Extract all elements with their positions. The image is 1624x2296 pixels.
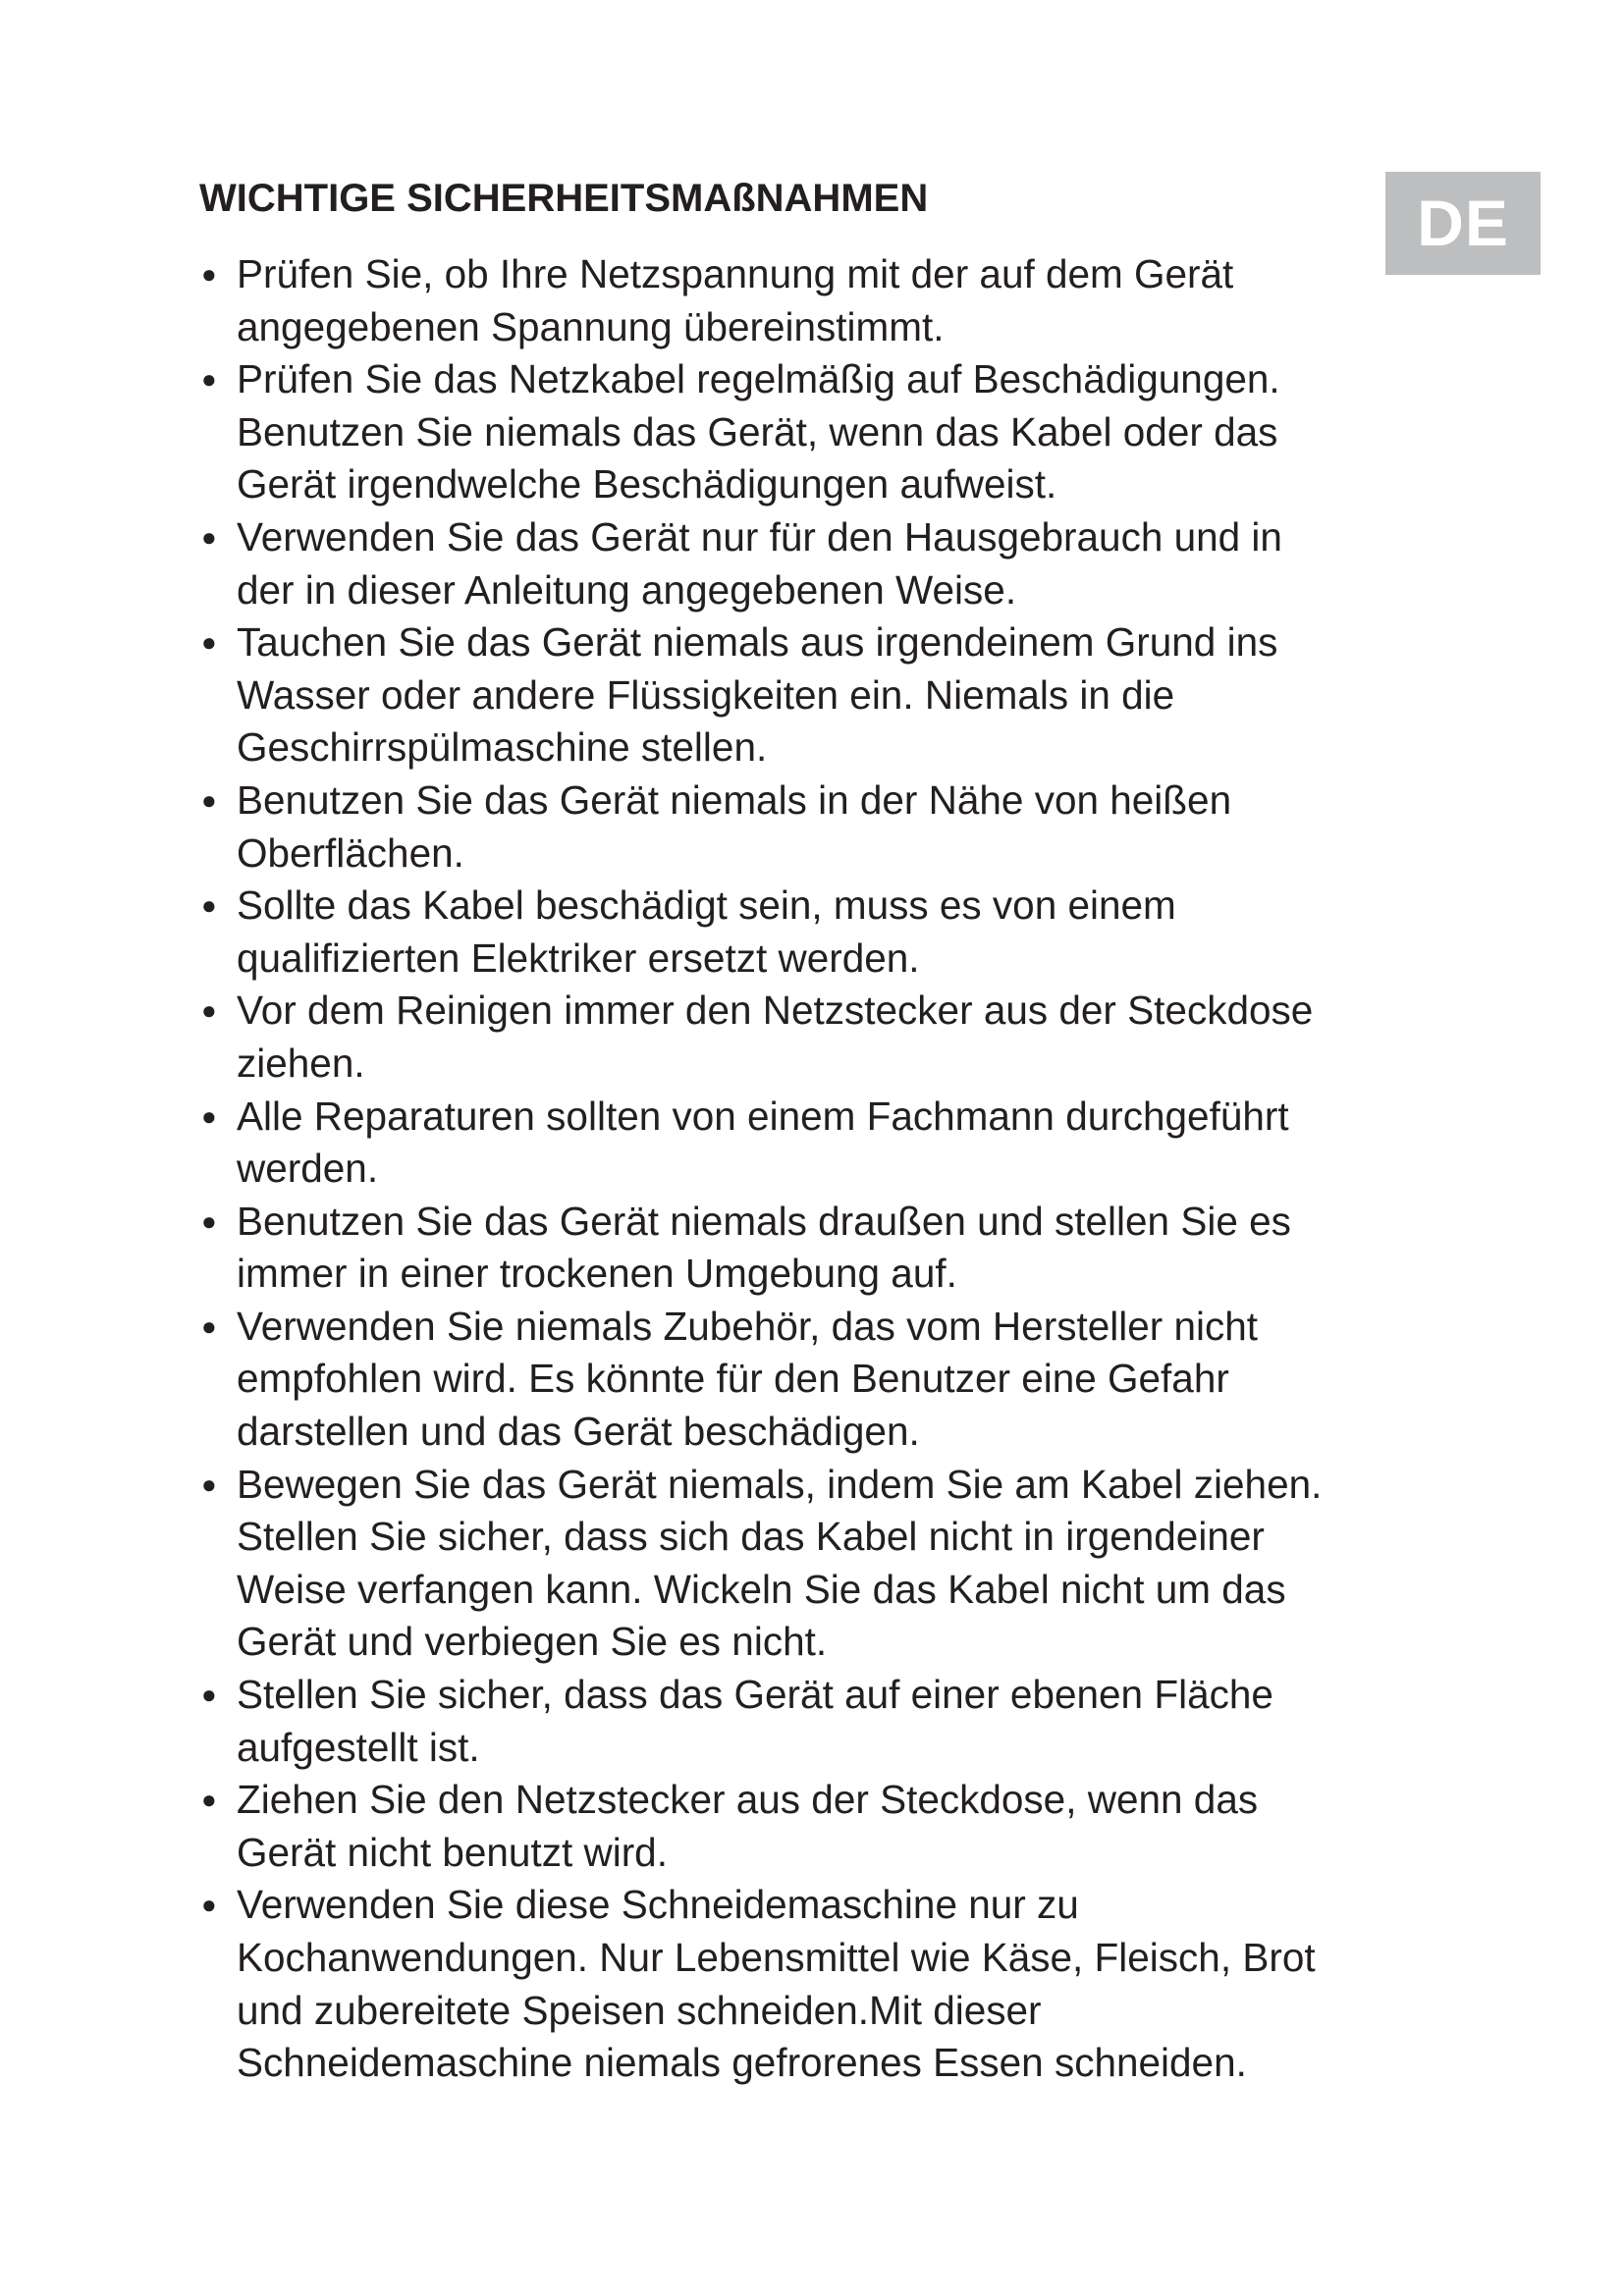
instruction-text-line: Kochanwendungen. Nur Lebensmittel wie Käse, Fleisch, Brot bbox=[237, 1935, 1316, 1980]
instruction-text-line: Bewegen Sie das Gerät niemals, indem Sie am Kabel ziehen. bbox=[237, 1461, 1323, 1507]
instruction-text-line: Alle Reparaturen sollten von einem Fachmann durchgeführt bbox=[237, 1093, 1289, 1139]
safety-instruction-item bbox=[199, 1301, 1476, 1459]
instruction-text-line: immer in einer trockenen Umgebung auf. bbox=[237, 1251, 957, 1297]
instruction-text-line: Gerät nicht benutzt wird. bbox=[237, 1829, 668, 1875]
instruction-text-line: Vor dem Reinigen immer den Netzstecker aus der Steckdose bbox=[237, 988, 1314, 1034]
instruction-text-line: Benutzen Sie das Gerät niemals in der Nähe von heißen bbox=[237, 776, 1232, 823]
bullet-icon: ● bbox=[201, 1680, 217, 1710]
instruction-text-line: ziehen. bbox=[237, 1040, 365, 1086]
instruction-text-line: empfohlen wird. Es könnte für den Benutzer eine Gefahr bbox=[237, 1356, 1229, 1402]
instruction-text-line: Wasser oder andere Flüssigkeiten ein. Niemals in die bbox=[237, 671, 1175, 718]
safety-instruction-item bbox=[199, 1669, 1476, 1774]
instruction-text-line: darstellen und das Gerät beschädigen. bbox=[237, 1409, 920, 1455]
instruction-text-line: qualifizierten Elektriker ersetzt werden. bbox=[237, 934, 920, 981]
instruction-text-line: angegebenen Spannung übereinstimmt. bbox=[237, 303, 945, 349]
safety-instruction-item bbox=[199, 985, 1476, 1090]
bullet-icon: ● bbox=[201, 627, 217, 658]
instruction-text-line: Stellen Sie sicher, dass sich das Kabel nicht in irgendeiner bbox=[237, 1514, 1265, 1560]
instruction-text-line: Stellen Sie sicher, dass das Gerät auf einer ebenen Fläche bbox=[237, 1672, 1273, 1718]
safety-instruction-item bbox=[199, 774, 1476, 880]
safety-instruction-item bbox=[199, 1879, 1476, 2089]
instruction-text-line: Oberflächen. bbox=[237, 829, 464, 876]
bullet-icon: ● bbox=[201, 1205, 217, 1236]
instruction-text-line: Weise verfangen kann. Wickeln Sie das Kabel nicht um das bbox=[237, 1566, 1286, 1612]
instruction-text-line: werden. bbox=[237, 1146, 379, 1192]
safety-instruction-item bbox=[199, 1774, 1476, 1879]
bullet-icon: ● bbox=[201, 1100, 217, 1131]
instruction-text-line: Benutzen Sie das Gerät niemals draußen und stellen Sie es bbox=[237, 1198, 1291, 1244]
safety-instruction-item bbox=[199, 511, 1476, 616]
safety-instruction-item bbox=[199, 353, 1476, 511]
safety-instruction-item bbox=[199, 616, 1476, 774]
instruction-text-line: Verwenden Sie niemals Zubehör, das vom Hersteller nicht bbox=[237, 1303, 1259, 1349]
instruction-text-line: Gerät und verbiegen Sie es nicht. bbox=[237, 1619, 828, 1665]
bullet-icon: ● bbox=[201, 1468, 217, 1499]
safety-instruction-item bbox=[199, 248, 1476, 353]
page-heading: WICHTIGE SICHERHEITSMAßNAHMEN bbox=[199, 177, 929, 220]
instruction-text-line: aufgestellt ist. bbox=[237, 1724, 480, 1770]
bullet-icon: ● bbox=[201, 784, 217, 815]
bullet-icon: ● bbox=[201, 890, 217, 921]
safety-instruction-item bbox=[199, 1459, 1476, 1669]
safety-instruction-item bbox=[199, 1196, 1476, 1301]
instruction-text-line: der in dieser Anleitung angegebenen Weise. bbox=[237, 566, 1017, 613]
instruction-text-line: Benutzen Sie niemals das Gerät, wenn das Kabel oder das bbox=[237, 408, 1278, 454]
instruction-text-line: Prüfen Sie, ob Ihre Netzspannung mit der auf dem Gerät bbox=[237, 251, 1234, 296]
safety-instructions-list bbox=[199, 248, 1476, 2090]
bullet-icon: ● bbox=[201, 364, 217, 395]
instruction-text-line: und zubereitete Speisen schneiden.Mit dieser bbox=[237, 1987, 1042, 2033]
instruction-text-line: Gerät irgendwelche Beschädigungen aufweist. bbox=[237, 461, 1057, 507]
bullet-icon: ● bbox=[201, 259, 217, 289]
instruction-text-line: Ziehen Sie den Netzstecker aus der Steckdose, wenn das bbox=[237, 1777, 1259, 1823]
bullet-icon: ● bbox=[201, 995, 217, 1026]
instruction-text-line: Tauchen Sie das Gerät niemals aus irgendeinem Grund ins bbox=[237, 619, 1278, 666]
instruction-text-line: Verwenden Sie diese Schneidemaschine nur zu bbox=[237, 1882, 1079, 1928]
language-badge: DE bbox=[1385, 172, 1541, 275]
bullet-icon: ● bbox=[201, 1310, 217, 1341]
bullet-icon: ● bbox=[201, 521, 217, 552]
instruction-text-line: Schneidemaschine niemals gefrorenes Essen schneiden. bbox=[237, 2040, 1247, 2086]
safety-instruction-item bbox=[199, 880, 1476, 985]
instruction-text-line: Prüfen Sie das Netzkabel regelmäßig auf Beschädigungen. bbox=[237, 356, 1280, 402]
instruction-text-line: Sollte das Kabel beschädigt sein, muss es von einem bbox=[237, 882, 1176, 929]
safety-instruction-item bbox=[199, 1091, 1476, 1196]
instruction-text-line: Verwenden Sie das Gerät nur für den Hausgebrauch und in bbox=[237, 513, 1282, 560]
bullet-icon: ● bbox=[201, 1785, 217, 1815]
instruction-text-line: Geschirrspülmaschine stellen. bbox=[237, 724, 768, 771]
bullet-icon: ● bbox=[201, 1890, 217, 1920]
